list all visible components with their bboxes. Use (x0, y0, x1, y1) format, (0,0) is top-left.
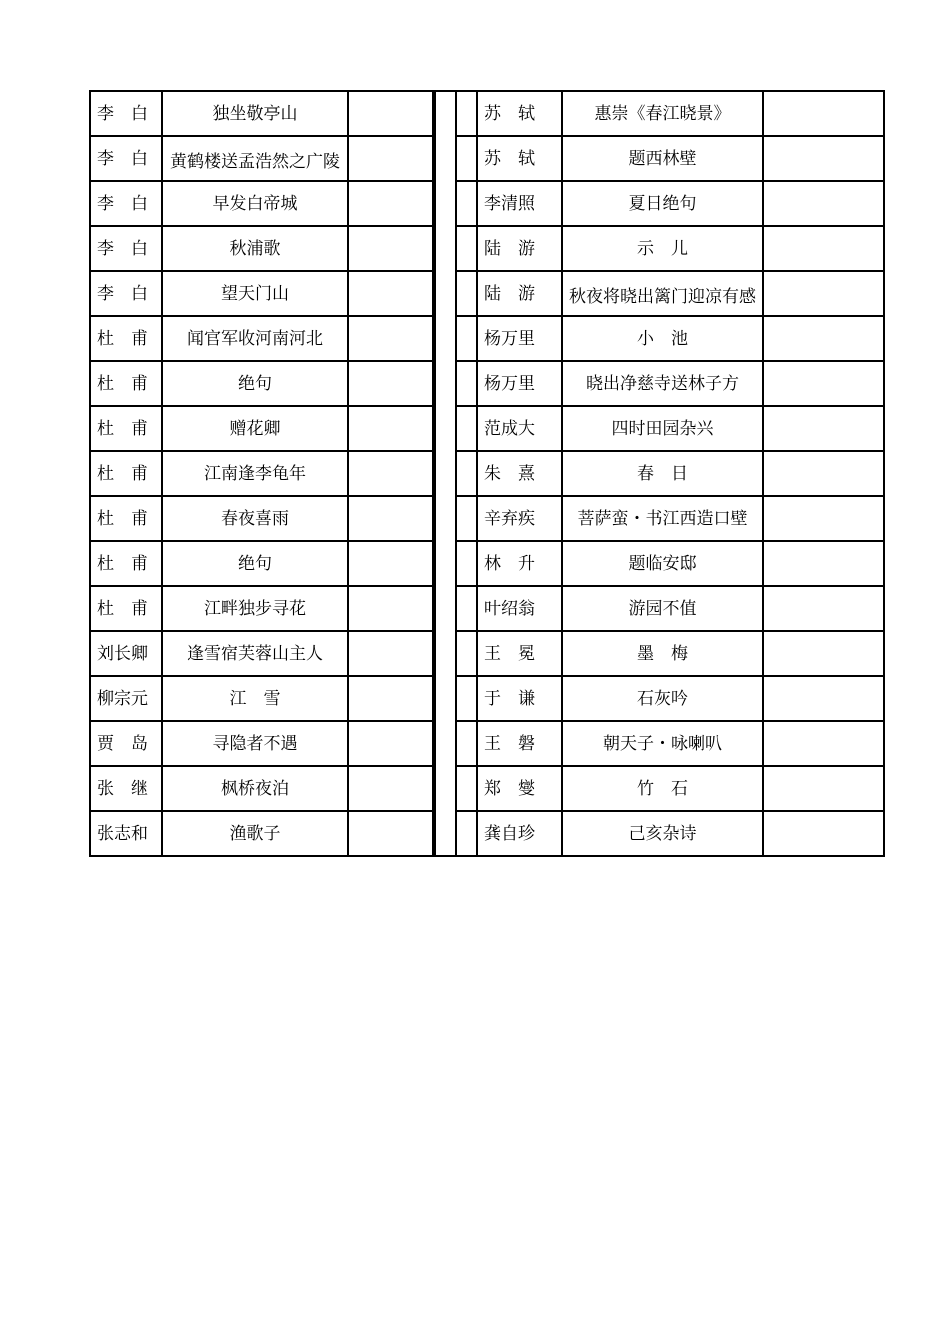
table-row (90, 316, 884, 361)
column-separator (435, 811, 456, 856)
left-blank-cell (348, 451, 433, 496)
left-title-cell (162, 586, 348, 631)
right-gap-cell (456, 451, 477, 496)
left-title-cell (162, 496, 348, 541)
left-title-cell (162, 226, 348, 271)
left-author-cell-text: 张志和 (97, 823, 148, 844)
right-gap-cell (456, 496, 477, 541)
table-row (90, 136, 884, 181)
right-title-cell-text: 己亥杂诗 (628, 823, 697, 844)
left-author-cell (90, 766, 162, 811)
right-author-cell-text: 苏 轼 (484, 103, 535, 124)
right-title-cell-text: 题西林壁 (628, 148, 697, 169)
right-author-cell (477, 811, 562, 856)
table-row (90, 676, 884, 721)
left-author-cell (90, 811, 162, 856)
left-author-cell-text: 杜 甫 (97, 328, 148, 349)
right-author-cell (477, 766, 562, 811)
left-author-cell-text: 李 白 (97, 193, 148, 214)
right-title-cell-text: 晓出净慈寺送林子方 (586, 373, 739, 394)
table-row (90, 361, 884, 406)
left-author-cell-text: 李 白 (97, 103, 148, 124)
right-author-cell (477, 226, 562, 271)
column-separator (435, 271, 456, 316)
table-row (90, 496, 884, 541)
right-gap-cell (456, 271, 477, 316)
right-title-cell-text: 小 池 (637, 328, 688, 349)
right-blank-cell (763, 541, 884, 586)
right-title-cell-text: 夏日绝句 (628, 193, 697, 214)
right-blank-cell (763, 496, 884, 541)
left-author-cell-text: 张 继 (97, 778, 148, 799)
table-row (90, 91, 884, 136)
table-row (90, 721, 884, 766)
column-separator (435, 91, 456, 136)
right-title-cell (562, 631, 763, 676)
poem-table-body (90, 91, 884, 856)
right-title-cell (562, 766, 763, 811)
right-gap-cell (456, 586, 477, 631)
right-gap-cell (456, 811, 477, 856)
left-author-cell (90, 91, 162, 136)
right-gap-cell (456, 766, 477, 811)
table-row (90, 406, 884, 451)
left-title-cell-text: 绝句 (238, 553, 272, 574)
left-blank-cell (348, 316, 433, 361)
right-author-cell (477, 271, 562, 316)
right-blank-cell (763, 316, 884, 361)
right-title-cell-text: 题临安邸 (628, 553, 697, 574)
right-blank-cell (763, 586, 884, 631)
left-blank-cell (348, 91, 433, 136)
left-title-cell (162, 271, 348, 316)
right-title-cell (562, 406, 763, 451)
left-title-cell-text: 江 雪 (229, 688, 281, 709)
right-gap-cell (456, 136, 477, 181)
right-author-cell-text: 辛弃疾 (484, 508, 535, 529)
left-title-cell-text: 枫桥夜泊 (221, 778, 289, 799)
table-row (90, 631, 884, 676)
right-title-cell-text: 石灰吟 (637, 688, 688, 709)
left-blank-cell (348, 766, 433, 811)
left-title-cell (162, 136, 348, 181)
left-author-cell-text: 杜 甫 (97, 463, 148, 484)
left-author-cell (90, 406, 162, 451)
right-author-cell-text: 朱 熹 (484, 463, 535, 484)
right-author-cell-text: 叶绍翁 (484, 598, 535, 619)
right-title-cell (562, 181, 763, 226)
right-blank-cell (763, 181, 884, 226)
left-blank-cell (348, 811, 433, 856)
right-author-cell (477, 406, 562, 451)
right-blank-cell (763, 136, 884, 181)
table-row (90, 541, 884, 586)
left-author-cell-text: 柳宗元 (97, 688, 148, 709)
right-author-cell (477, 136, 562, 181)
column-separator (435, 676, 456, 721)
left-author-cell-text: 李 白 (97, 283, 148, 304)
left-title-cell-text: 寻隐者不遇 (212, 733, 298, 754)
left-title-cell-text: 江南逢李龟年 (204, 463, 306, 484)
left-title-cell (162, 361, 348, 406)
left-blank-cell (348, 226, 433, 271)
left-blank-cell (348, 586, 433, 631)
table-row (90, 451, 884, 496)
right-author-cell (477, 361, 562, 406)
right-author-cell-text: 杨万里 (484, 328, 535, 349)
right-author-cell (477, 631, 562, 676)
left-title-cell-text: 闻官军收河南河北 (187, 328, 323, 349)
right-title-cell-text: 竹 石 (637, 778, 688, 799)
right-gap-cell (456, 676, 477, 721)
left-blank-cell (348, 361, 433, 406)
right-author-cell-text: 龚自珍 (484, 823, 535, 844)
right-blank-cell (763, 361, 884, 406)
table-row (90, 586, 884, 631)
column-separator (435, 136, 456, 181)
left-title-cell-text: 逢雪宿芙蓉山主人 (187, 643, 323, 664)
left-title-cell (162, 316, 348, 361)
column-separator (435, 316, 456, 361)
right-gap-cell (456, 361, 477, 406)
left-title-cell-text: 早发白帝城 (212, 193, 298, 214)
left-title-cell (162, 451, 348, 496)
right-title-cell-text: 示 儿 (637, 238, 688, 259)
left-title-cell (162, 721, 348, 766)
right-author-cell-text: 李清照 (484, 193, 535, 214)
left-author-cell (90, 496, 162, 541)
left-author-cell (90, 586, 162, 631)
right-author-cell (477, 586, 562, 631)
right-author-cell-text: 陆 游 (484, 238, 535, 259)
right-author-cell-text: 王 冕 (484, 643, 535, 664)
left-blank-cell (348, 271, 433, 316)
left-blank-cell (348, 541, 433, 586)
right-blank-cell (763, 721, 884, 766)
right-title-cell (562, 721, 763, 766)
right-author-cell-text: 陆 游 (484, 283, 535, 304)
left-author-cell (90, 361, 162, 406)
left-blank-cell (348, 496, 433, 541)
left-title-cell (162, 181, 348, 226)
right-title-cell (562, 226, 763, 271)
column-separator (435, 541, 456, 586)
left-author-cell-text: 李 白 (97, 238, 148, 259)
left-author-cell-text: 杜 甫 (97, 598, 148, 619)
left-title-cell-text: 秋浦歌 (229, 238, 281, 259)
right-title-cell-text: 四时田园杂兴 (611, 418, 714, 439)
poem-table (89, 90, 885, 857)
left-title-cell-text: 渔歌子 (229, 823, 281, 844)
table-row (90, 811, 884, 856)
column-separator (435, 631, 456, 676)
right-title-cell (562, 271, 763, 316)
right-gap-cell (456, 226, 477, 271)
left-author-cell-text: 杜 甫 (97, 418, 148, 439)
right-blank-cell (763, 811, 884, 856)
right-author-cell-text: 范成大 (484, 418, 535, 439)
right-gap-cell (456, 181, 477, 226)
column-separator (435, 496, 456, 541)
left-blank-cell (348, 631, 433, 676)
left-title-cell (162, 811, 348, 856)
right-title-cell-text: 惠崇《春江晓景》 (594, 103, 731, 124)
left-title-cell-text: 绝句 (238, 373, 272, 394)
right-author-cell-text: 郑 燮 (484, 778, 535, 799)
left-blank-cell (348, 181, 433, 226)
left-title-cell (162, 766, 348, 811)
left-author-cell (90, 721, 162, 766)
right-title-cell (562, 541, 763, 586)
right-blank-cell (763, 406, 884, 451)
right-title-cell (562, 811, 763, 856)
right-author-cell (477, 721, 562, 766)
right-title-cell (562, 496, 763, 541)
right-blank-cell (763, 766, 884, 811)
left-title-cell-text: 江畔独步寻花 (204, 598, 306, 619)
left-title-cell-text: 黄鹤楼送孟浩然之广陵 (170, 152, 340, 172)
right-author-cell (477, 496, 562, 541)
right-author-cell-text: 杨万里 (484, 373, 535, 394)
left-title-cell (162, 541, 348, 586)
right-gap-cell (456, 631, 477, 676)
left-author-cell (90, 316, 162, 361)
column-separator (435, 451, 456, 496)
column-separator (435, 226, 456, 271)
left-author-cell-text: 杜 甫 (97, 373, 148, 394)
right-title-cell-text: 墨 梅 (637, 643, 688, 664)
left-author-cell-text: 杜 甫 (97, 553, 148, 574)
right-blank-cell (763, 676, 884, 721)
right-title-cell-text: 秋夜将晓出篱门迎凉有感 (569, 287, 756, 307)
left-author-cell-text: 贾 岛 (97, 733, 148, 754)
right-author-cell-text: 苏 轼 (484, 148, 535, 169)
right-gap-cell (456, 721, 477, 766)
right-title-cell-text: 春 日 (637, 463, 688, 484)
column-separator (435, 406, 456, 451)
left-title-cell (162, 631, 348, 676)
column-separator (435, 766, 456, 811)
right-blank-cell (763, 271, 884, 316)
right-title-cell (562, 361, 763, 406)
left-author-cell (90, 541, 162, 586)
table-row (90, 226, 884, 271)
right-gap-cell (456, 541, 477, 586)
right-author-cell-text: 于 谦 (484, 688, 535, 709)
left-blank-cell (348, 136, 433, 181)
right-blank-cell (763, 226, 884, 271)
right-author-cell (477, 451, 562, 496)
left-author-cell (90, 631, 162, 676)
left-title-cell-text: 春夜喜雨 (221, 508, 289, 529)
right-title-cell-text: 朝天子・咏喇叭 (603, 733, 722, 754)
left-title-cell-text: 赠花卿 (229, 418, 281, 439)
right-title-cell (562, 91, 763, 136)
left-author-cell-text: 杜 甫 (97, 508, 148, 529)
table-row (90, 271, 884, 316)
right-title-cell-text: 菩萨蛮・书江西造口壁 (577, 508, 748, 529)
left-author-cell (90, 226, 162, 271)
right-blank-cell (763, 451, 884, 496)
left-author-cell-text: 李 白 (97, 148, 148, 169)
right-blank-cell (763, 91, 884, 136)
left-author-cell (90, 181, 162, 226)
left-blank-cell (348, 406, 433, 451)
right-title-cell (562, 676, 763, 721)
column-separator (435, 586, 456, 631)
right-title-cell (562, 316, 763, 361)
left-title-cell (162, 676, 348, 721)
right-title-cell (562, 586, 763, 631)
left-author-cell (90, 451, 162, 496)
column-separator (435, 181, 456, 226)
table-row (90, 766, 884, 811)
right-author-cell (477, 181, 562, 226)
right-author-cell (477, 91, 562, 136)
right-author-cell-text: 林 升 (484, 553, 535, 574)
right-author-cell (477, 676, 562, 721)
left-author-cell (90, 136, 162, 181)
left-blank-cell (348, 676, 433, 721)
right-author-cell (477, 316, 562, 361)
right-gap-cell (456, 316, 477, 361)
left-author-cell (90, 271, 162, 316)
right-author-cell-text: 王 磐 (484, 733, 535, 754)
column-separator (435, 361, 456, 406)
left-title-cell (162, 91, 348, 136)
left-title-cell (162, 406, 348, 451)
right-title-cell-text: 游园不值 (628, 598, 697, 619)
left-author-cell (90, 676, 162, 721)
right-gap-cell (456, 91, 477, 136)
right-author-cell (477, 541, 562, 586)
left-title-cell-text: 望天门山 (221, 283, 289, 304)
left-author-cell-text: 刘长卿 (97, 643, 148, 664)
right-gap-cell (456, 406, 477, 451)
right-blank-cell (763, 631, 884, 676)
left-title-cell-text: 独坐敬亭山 (212, 103, 298, 124)
left-blank-cell (348, 721, 433, 766)
table-row (90, 181, 884, 226)
right-title-cell (562, 451, 763, 496)
right-title-cell (562, 136, 763, 181)
column-separator (435, 721, 456, 766)
